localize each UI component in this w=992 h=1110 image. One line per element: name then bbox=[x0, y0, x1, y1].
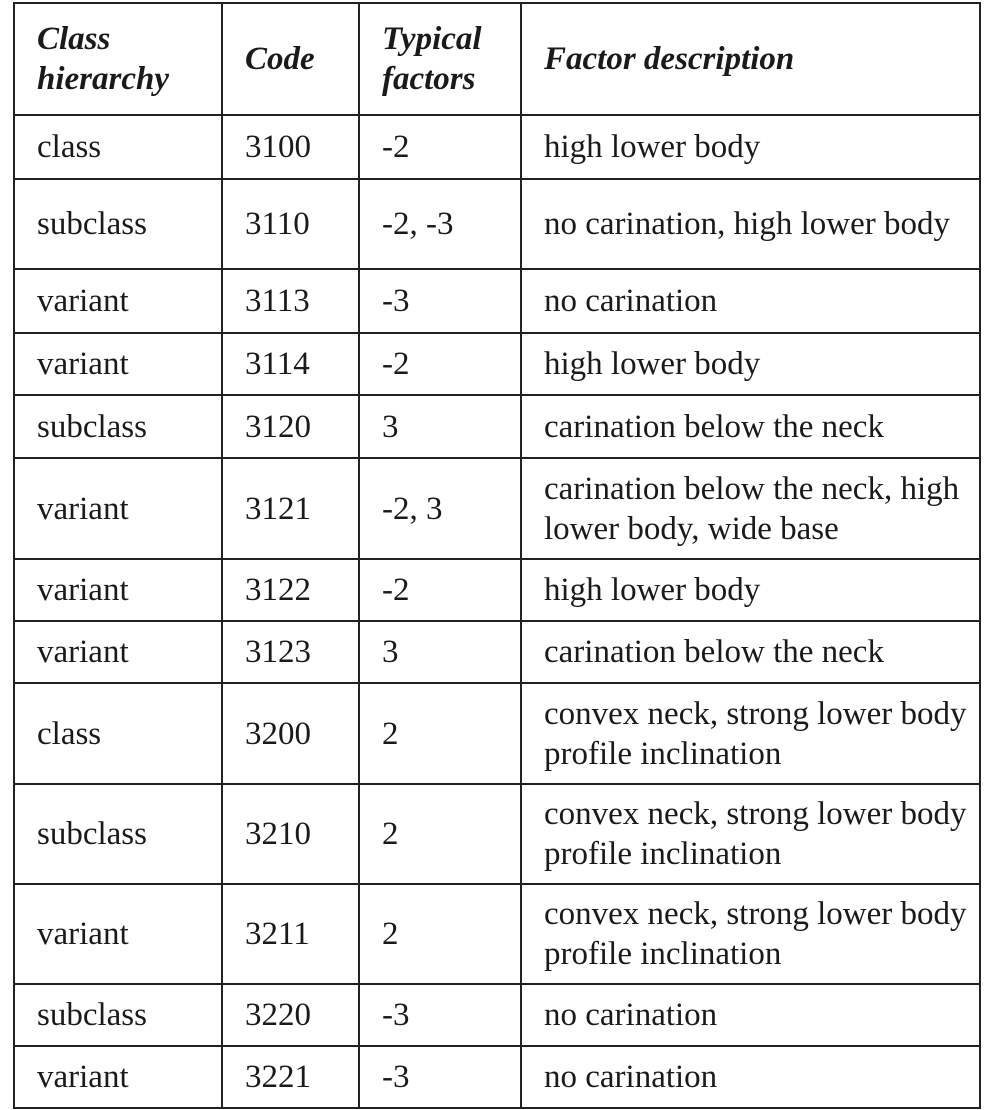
table-row bbox=[14, 559, 980, 621]
cell-typical-factors: -3 bbox=[359, 1046, 521, 1108]
cell-code: 3120 bbox=[222, 395, 359, 458]
cell-code: 3210 bbox=[222, 784, 359, 884]
cell-typical-factors: 2 bbox=[359, 683, 521, 784]
cell-typical-factors: -2 bbox=[359, 559, 521, 621]
cell-factor-description: no carination bbox=[521, 269, 980, 333]
cell-class-hierarchy: subclass bbox=[14, 784, 222, 884]
cell-factor-description: high lower body bbox=[521, 333, 980, 395]
cell-class-hierarchy: subclass bbox=[14, 179, 222, 269]
cell-class-hierarchy: variant bbox=[14, 269, 222, 333]
cell-factor-description: high lower body bbox=[521, 559, 980, 621]
cell-typical-factors: 2 bbox=[359, 884, 521, 984]
cell-factor-description: no carination bbox=[521, 1046, 980, 1108]
cell-code: 3220 bbox=[222, 984, 359, 1046]
cell-code: 3122 bbox=[222, 559, 359, 621]
cell-code: 3100 bbox=[222, 115, 359, 179]
cell-class-hierarchy: subclass bbox=[14, 395, 222, 458]
table-row bbox=[14, 458, 980, 559]
cell-factor-description: convex neck, strong lower body profile inclination bbox=[521, 784, 980, 884]
header-class-hierarchy: Class hierarchy bbox=[14, 3, 222, 115]
table-row bbox=[14, 621, 980, 683]
table-row bbox=[14, 179, 980, 269]
classification-table bbox=[13, 2, 981, 1109]
cell-factor-description: convex neck, strong lower body profile inclination bbox=[521, 884, 980, 984]
cell-factor-description: carination below the neck bbox=[521, 621, 980, 683]
header-factor-description: Factor description bbox=[521, 3, 980, 115]
cell-class-hierarchy: class bbox=[14, 683, 222, 784]
cell-code: 3211 bbox=[222, 884, 359, 984]
cell-code: 3121 bbox=[222, 458, 359, 559]
table-row bbox=[14, 395, 980, 458]
cell-class-hierarchy: subclass bbox=[14, 984, 222, 1046]
cell-class-hierarchy: class bbox=[14, 115, 222, 179]
table-row bbox=[14, 884, 980, 984]
cell-class-hierarchy: variant bbox=[14, 559, 222, 621]
cell-factor-description: no carination bbox=[521, 984, 980, 1046]
cell-typical-factors: -2, 3 bbox=[359, 458, 521, 559]
table-row bbox=[14, 333, 980, 395]
cell-typical-factors: 2 bbox=[359, 784, 521, 884]
cell-class-hierarchy: variant bbox=[14, 1046, 222, 1108]
cell-factor-description: convex neck, strong lower body profile inclination bbox=[521, 683, 980, 784]
header-typical-factors: Typical factors bbox=[359, 3, 521, 115]
cell-typical-factors: -2 bbox=[359, 115, 521, 179]
cell-class-hierarchy: variant bbox=[14, 458, 222, 559]
cell-code: 3200 bbox=[222, 683, 359, 784]
table-row bbox=[14, 683, 980, 784]
table-row bbox=[14, 984, 980, 1046]
header-row bbox=[14, 3, 980, 115]
cell-code: 3114 bbox=[222, 333, 359, 395]
cell-factor-description: carination below the neck, high lower body, wide base bbox=[521, 458, 980, 559]
cell-typical-factors: -3 bbox=[359, 269, 521, 333]
cell-factor-description: carination below the neck bbox=[521, 395, 980, 458]
cell-typical-factors: -2 bbox=[359, 333, 521, 395]
table-row bbox=[14, 115, 980, 179]
cell-code: 3123 bbox=[222, 621, 359, 683]
cell-code: 3113 bbox=[222, 269, 359, 333]
table-row bbox=[14, 1046, 980, 1108]
cell-typical-factors: -2, -3 bbox=[359, 179, 521, 269]
cell-typical-factors: 3 bbox=[359, 395, 521, 458]
cell-factor-description: no carination, high lower body bbox=[521, 179, 980, 269]
cell-class-hierarchy: variant bbox=[14, 884, 222, 984]
cell-typical-factors: 3 bbox=[359, 621, 521, 683]
cell-class-hierarchy: variant bbox=[14, 333, 222, 395]
cell-factor-description: high lower body bbox=[521, 115, 980, 179]
table-row bbox=[14, 784, 980, 884]
cell-code: 3110 bbox=[222, 179, 359, 269]
cell-class-hierarchy: variant bbox=[14, 621, 222, 683]
header-code: Code bbox=[222, 3, 359, 115]
cell-code: 3221 bbox=[222, 1046, 359, 1108]
cell-typical-factors: -3 bbox=[359, 984, 521, 1046]
table-row bbox=[14, 269, 980, 333]
